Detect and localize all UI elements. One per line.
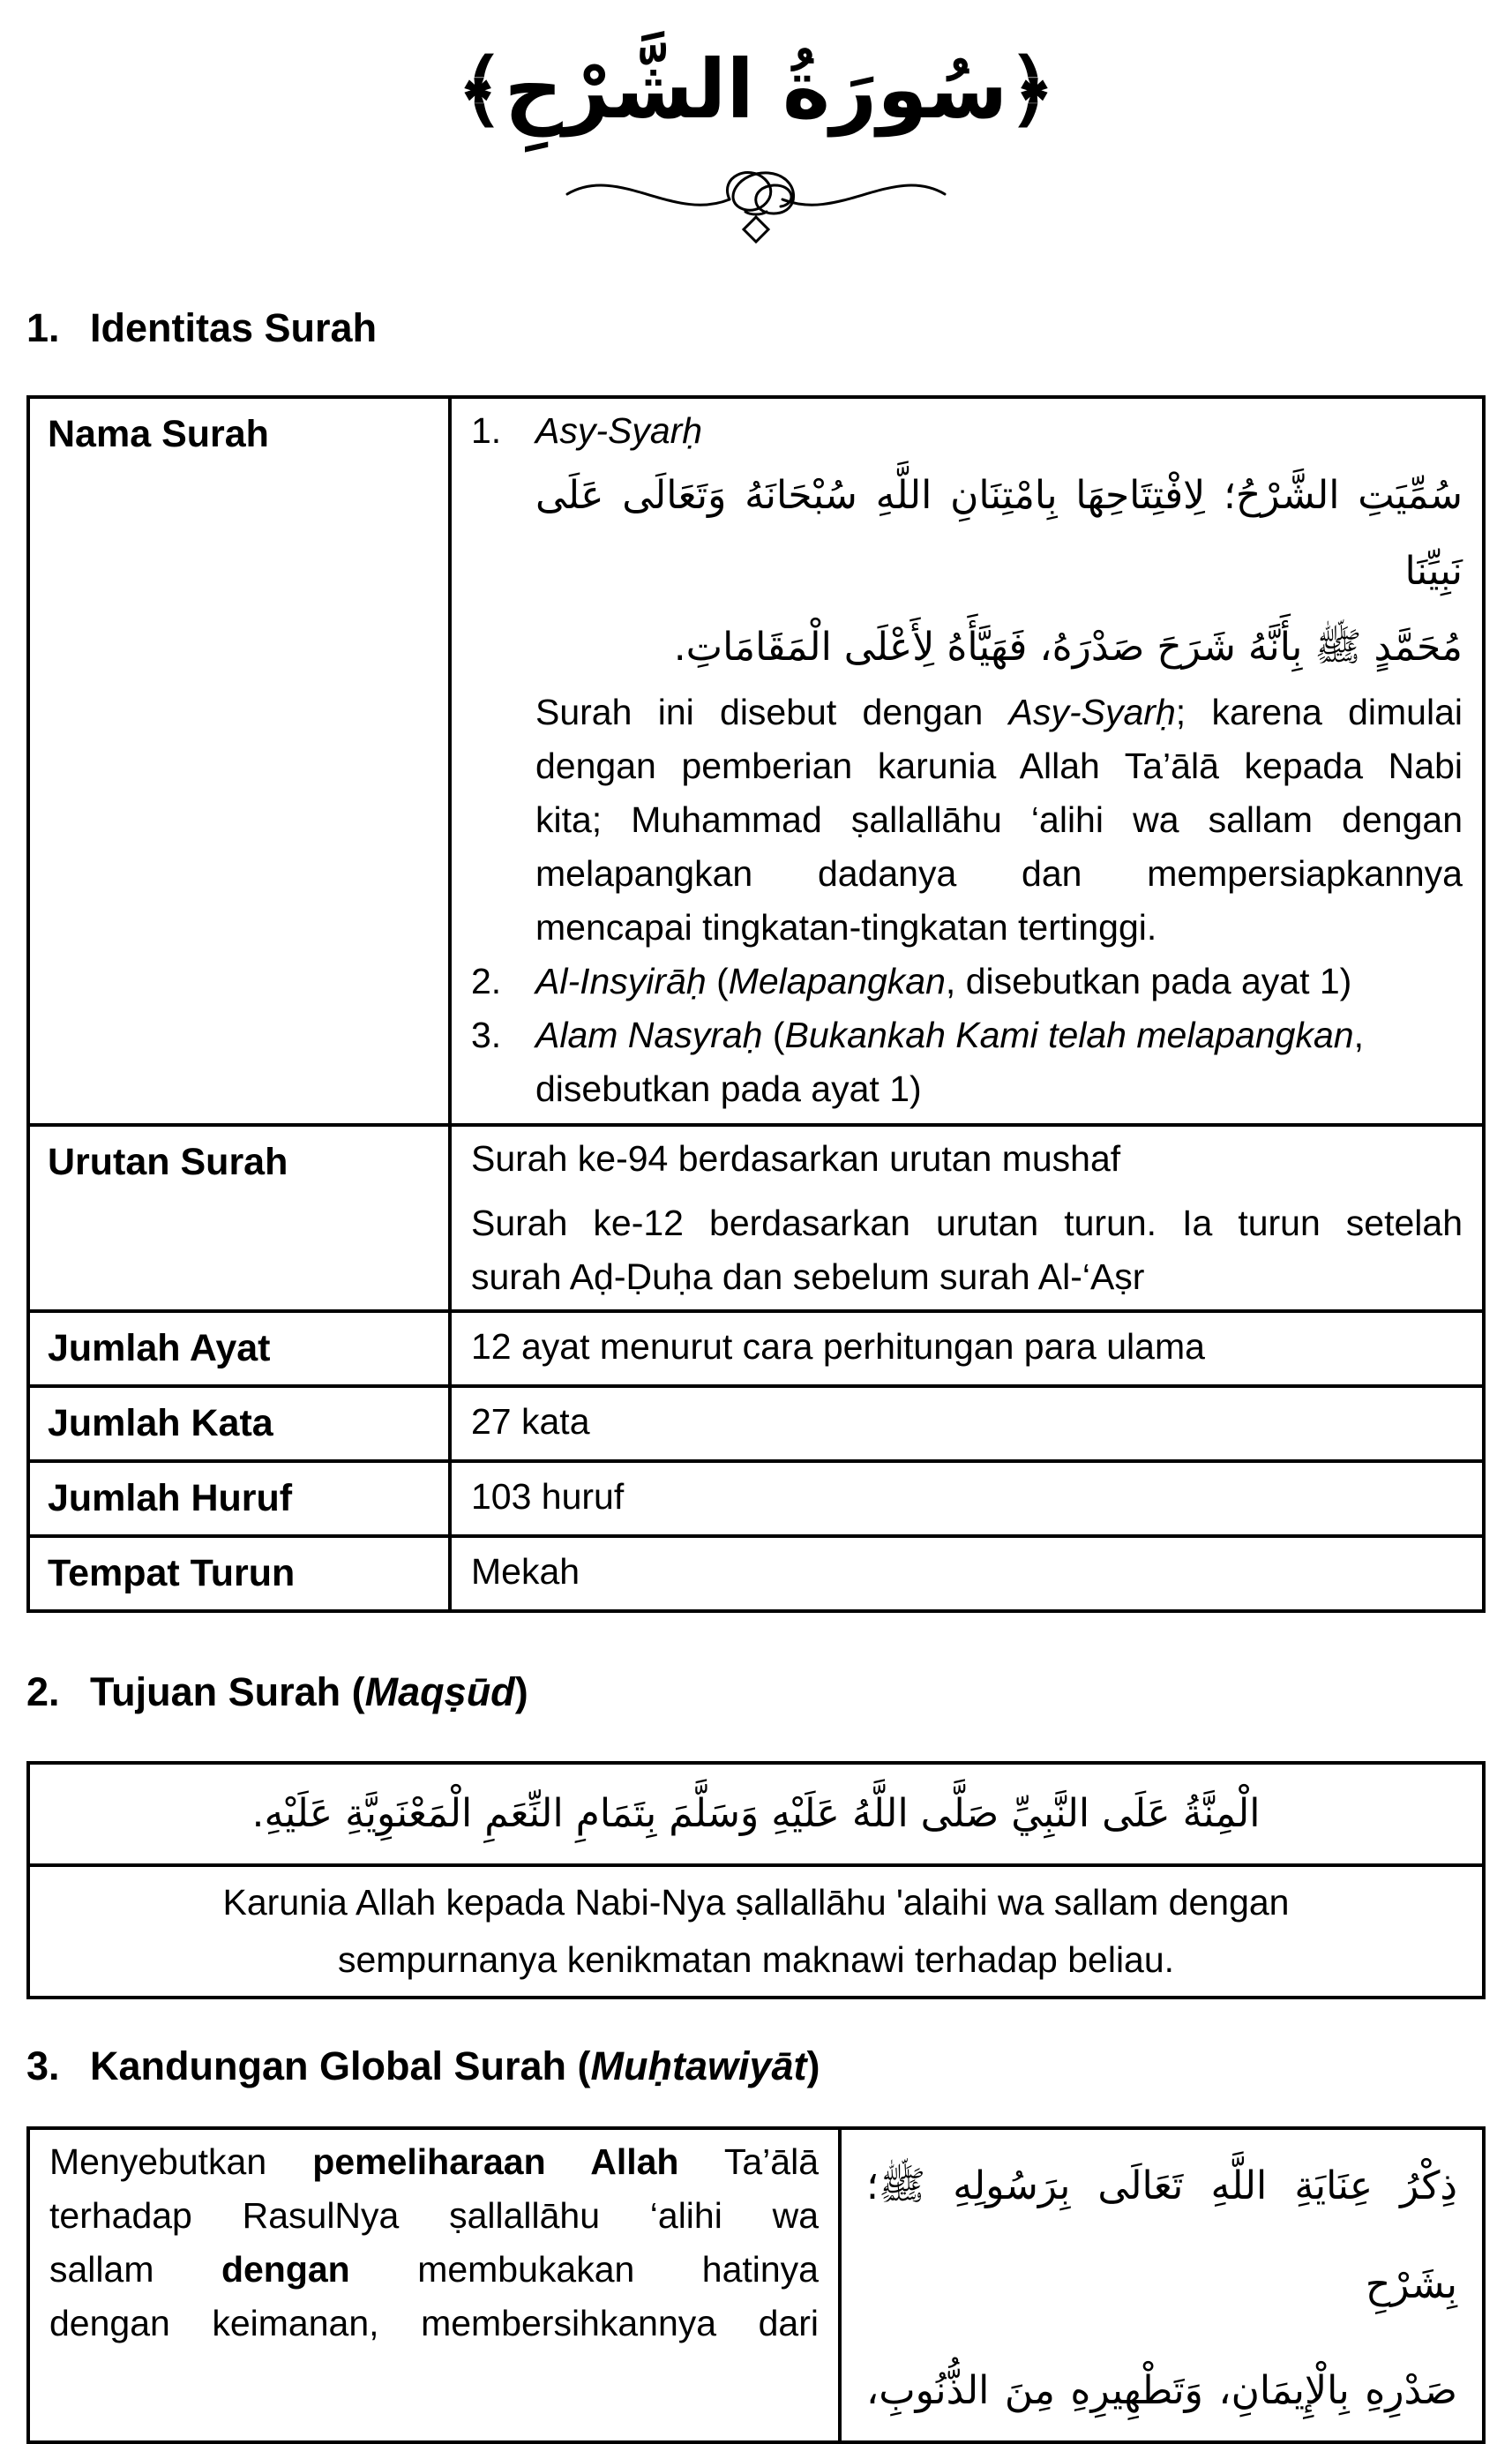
section-3-heading — [26, 2043, 1486, 2089]
section-title: Identitas Surah — [90, 305, 378, 350]
list-item — [471, 1008, 1463, 1116]
maqsud-translation-cell: Karunia Allah kepada Nabi-Nya ṣallallāhu 'alaihi wa sallam dengan sempurnanya kenikmatan maknawi terhadap beliau. — [28, 1865, 1484, 1998]
row-label: Jumlah Kata — [28, 1386, 450, 1461]
table-row-translation — [28, 1865, 1484, 1998]
list-item — [471, 955, 1463, 1008]
row-value: Surah ke-94 berdasarkan urutan mushaf Surah ke-12 berdasarkan urutan turun. Ia turun setelah surah Aḍ-Ḍuḥa dan sebelum surah Al-‘Aṣr — [450, 1125, 1484, 1311]
table-row-kandungan — [28, 2128, 1484, 2442]
section-2-heading — [26, 1669, 1486, 1715]
surah-name-description: Surah ini disebut dengan Asy-Syarḥ; karena dimulai dengan pemberian karunia Allah Ta’ālā kepada Nabi kita; Muhammad ṣallallāhu ‘alihi wa sallam dengan melapangkan dadanya dan mempersiapkannya mencapai tingkatan-tingkatan tertinggi. — [535, 692, 1463, 948]
surah-title-arabic: ﴿سُورَةُ الشَّرْحِ﴾ — [456, 42, 1056, 137]
section-title: Kandungan Global Surah (Muḥtawiyāt) — [90, 2043, 820, 2088]
row-label: Jumlah Huruf — [28, 1461, 450, 1536]
arabic-text: الْمِنَّةُ عَلَى النَّبِيِّ صَلَّى اللَّهُ عَلَيْهِ وَسَلَّمَ بِتَمَامِ النِّعَمِ الْمَعْنَوِيَّةِ عَلَيْهِ. — [251, 1791, 1261, 1836]
table-row-huruf — [28, 1461, 1484, 1536]
list-number: 3. — [471, 1015, 502, 1055]
row-label: Urutan Surah — [28, 1125, 450, 1311]
table-row-kata — [28, 1386, 1484, 1461]
arabic-text: مُحَمَّدٍ ﷺ بِأَنَّهُ شَرَحَ صَدْرَهُ، فَهَيَّأَهُ لِأَعْلَى الْمَقَامَاتِ. — [673, 625, 1463, 670]
maqsud-arabic-cell — [28, 1763, 1484, 1865]
kandungan-table — [26, 2126, 1486, 2444]
row-label: Jumlah Ayat — [28, 1311, 450, 1386]
arabic-text: صَدْرِهِ بِالْإِيمَانِ، وَتَطْهِيرِهِ مِنَ الذُّنُوبِ، — [866, 2368, 1457, 2413]
table-row-tempat — [28, 1536, 1484, 1611]
kandungan-arabic-cell — [840, 2128, 1484, 2442]
list-number: 1. — [471, 410, 502, 451]
ornament-divider — [26, 159, 1486, 247]
table-row-urutan — [28, 1125, 1484, 1311]
row-value: 103 huruf — [450, 1461, 1484, 1536]
flourish-icon — [562, 159, 950, 245]
section-number: 1. — [26, 305, 60, 350]
list-item — [471, 404, 1463, 458]
table-row-arabic — [28, 1763, 1484, 1865]
section-1-heading — [26, 305, 1486, 351]
arabic-text: سُمِّيَتِ الشَّرْحُ؛ لِافْتِتَاحِهَا بِامْتِنَانِ اللَّهِ سُبْحَانَهُ وَتَعَالَى عَلَى نَبِيِّنَا — [535, 473, 1463, 594]
document-page — [26, 23, 1486, 2444]
section-title: Tujuan Surah (Maqṣūd) — [90, 1669, 528, 1714]
maqsud-box — [26, 1761, 1486, 1999]
surah-name-3: Alam Nasyraḥ (Bukankah Kami telah melapangkan, disebutkan pada ayat 1) — [535, 1015, 1364, 1109]
list-number: 2. — [471, 961, 502, 1001]
row-value: 12 ayat menurut cara perhitungan para ulama — [450, 1311, 1484, 1386]
surah-name-2: Al-Insyirāḥ (Melapangkan, disebutkan pada ayat 1) — [535, 961, 1352, 1001]
arabic-text: ذِكْرُ عِنَايَةِ اللَّهِ تَعَالَى بِرَسُولِهِ ﷺ؛ بِشَرْحِ — [866, 2163, 1457, 2307]
surah-name-1: Asy-Syarḥ — [535, 410, 703, 451]
table-row-ayat — [28, 1311, 1484, 1386]
identitas-table — [26, 395, 1486, 1613]
row-label: Nama Surah — [28, 397, 450, 1125]
section-number: 2. — [26, 1669, 60, 1714]
row-value — [450, 397, 1484, 1125]
row-value: 27 kata — [450, 1386, 1484, 1461]
row-value: Mekah — [450, 1536, 1484, 1611]
table-row-nama — [28, 397, 1484, 1125]
kandungan-indonesian-cell: Menyebutkan pemeliharaan Allah Ta’ālā terhadap RasulNya ṣallallāhu ‘alihi wa sallam dengan membukakan hatinya dengan keimanan, membersihkannya dari — [28, 2128, 840, 2442]
row-label: Tempat Turun — [28, 1536, 450, 1611]
section-number: 3. — [26, 2043, 60, 2088]
